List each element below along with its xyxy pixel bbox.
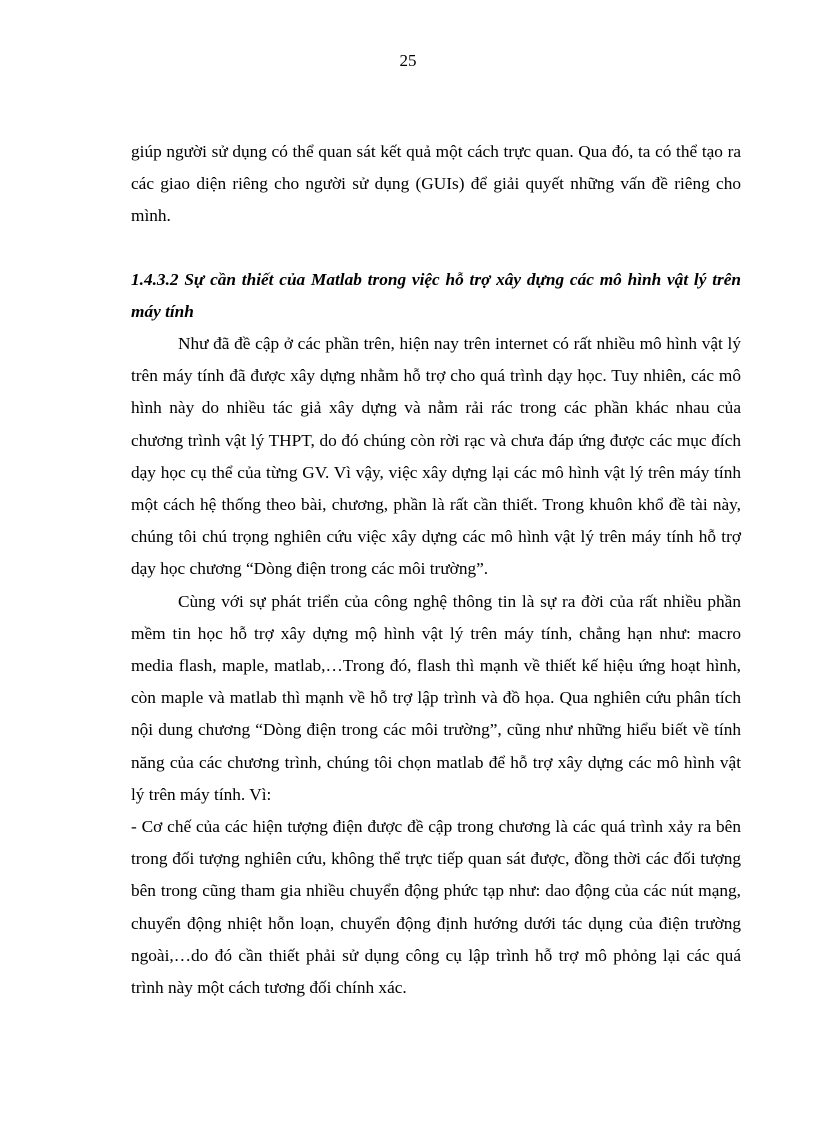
body-paragraph-1: Như đã đề cập ở các phần trên, hiện nay trên internet có rất nhiều mô hình vật lý trên máy tính đã được xây dựng nhằm hỗ trợ cho quá trình dạy học. Tuy nhiên, các mô hình này do nhiều tác giả xây dựng và nằm rải rác trong các phần khác nhau của chương trình vật lý THPT, do đó chúng còn rời rạc và chưa đáp ứng được các mục đích dạy học cụ thể của từng GV. Vì vậy, việc xây dựng lại các mô hình vật lý trên máy tính một cách hệ thống theo bài, chương, phần là rất cần thiết. Trong khuôn khổ đề tài này, chúng tôi chú trọng nghiên cứu việc xây dựng các mô hình vật lý trên máy tính hỗ trợ dạy học chương “Dòng điện trong các môi trường”.	[131, 334, 741, 579]
body-section	[131, 328, 741, 1004]
section-heading: 1.4.3.2 Sự cần thiết của Matlab trong việc hỗ trợ xây dựng các mô hình vật lý trên máy tính	[131, 270, 741, 322]
body-paragraph-2: Cùng với sự phát triển của công nghệ thông tin là sự ra đời của rất nhiều phần mềm tin học hỗ trợ xây dựng mộ hình vật lý trên máy tính, chẳng hạn như: macro media flash, maple, matlab,…Trong đó, flash thì mạnh về thiết kế hiệu ứng hoạt hình, còn maple và matlab thì mạnh về hỗ trợ lập trình và đồ họa. Qua nghiên cứu phân tích nội dung chương “Dòng điện trong các môi trường”, cũng như những hiểu biết về tính năng của các chương trình, chúng tôi chọn matlab để hỗ trợ xây dựng các mô hình vật lý trên máy tính. Vì:	[131, 591, 741, 804]
bullet-paragraph-1: - Cơ chế của các hiện tượng điện được đề cập trong chương là các quá trình xảy ra bên trong đối tượng nghiên cứu, không thể trực tiếp quan sát được, đồng thời các đối tượng bên trong cũng tham gia nhiều chuyển động phức tạp như: dao động của các nút mạng, chuyển động nhiệt hỗn loạn, chuyển động định hướng dưới tác dụng của điện trường ngoài,…do đó cần thiết phải sử dụng công cụ lập trình hỗ trợ mô phỏng lại các quá trình này một cách tương đối chính xác.	[131, 817, 741, 998]
page-number: 25	[399, 51, 417, 70]
intro-text: giúp người sử dụng có thể quan sát kết quả một cách trực quan. Qua đó, ta có thể tạo ra các giao diện riêng cho người sử dụng (GUIs) để giải quyết những vấn đề riêng cho mình.	[131, 142, 741, 226]
intro-paragraph	[131, 136, 741, 233]
